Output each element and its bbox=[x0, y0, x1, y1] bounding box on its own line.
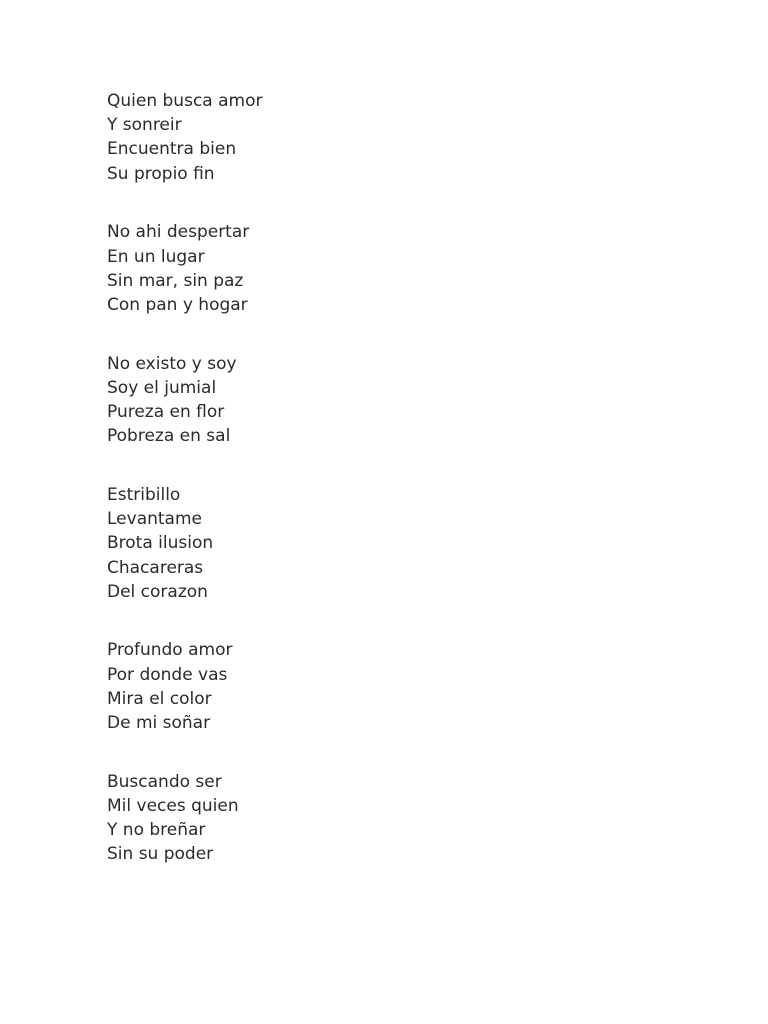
poem-line: Y sonreir bbox=[107, 115, 182, 136]
poem-line: Quien busca amor bbox=[107, 91, 263, 111]
poem-line: Mil veces quien bbox=[107, 795, 239, 816]
poem-line: En un lugar bbox=[107, 246, 205, 267]
poem-line: Encuentra bien bbox=[107, 139, 237, 160]
poem-line: Con pan y hogar bbox=[107, 294, 248, 315]
stanza-1 bbox=[107, 89, 707, 186]
poem-line: De mi soñar bbox=[107, 713, 211, 734]
stanza-4-estribillo bbox=[107, 483, 707, 604]
poem-line: Del corazon bbox=[107, 581, 208, 602]
poem-line: Soy el jumial bbox=[107, 377, 217, 398]
stanza-5 bbox=[107, 638, 707, 735]
poem-line: Sin mar, sin paz bbox=[107, 270, 244, 291]
poem-line: Sin su poder bbox=[107, 844, 214, 865]
poem-line: Y no breñar bbox=[107, 820, 206, 841]
stanza-3 bbox=[107, 352, 707, 449]
stanza-6 bbox=[107, 770, 707, 867]
poem-line: Estribillo bbox=[107, 484, 181, 505]
poem-line: Profundo amor bbox=[107, 640, 233, 661]
poem-line: Buscando ser bbox=[107, 771, 222, 792]
poem-line: Brota ilusion bbox=[107, 533, 214, 554]
poem-line: Pobreza en sal bbox=[107, 426, 231, 447]
poem-line: Pureza en flor bbox=[107, 402, 225, 423]
poem-text bbox=[107, 89, 707, 901]
poem-line: Mira el color bbox=[107, 688, 212, 709]
poem-line: No ahi despertar bbox=[107, 222, 250, 243]
poem-line: Chacareras bbox=[107, 557, 204, 578]
stanza-2 bbox=[107, 220, 707, 317]
poem-line: Su propio fin bbox=[107, 163, 215, 184]
poem-line: Por donde vas bbox=[107, 664, 228, 685]
poem-line: Levantame bbox=[107, 509, 202, 530]
poem-line: No existo y soy bbox=[107, 353, 237, 374]
